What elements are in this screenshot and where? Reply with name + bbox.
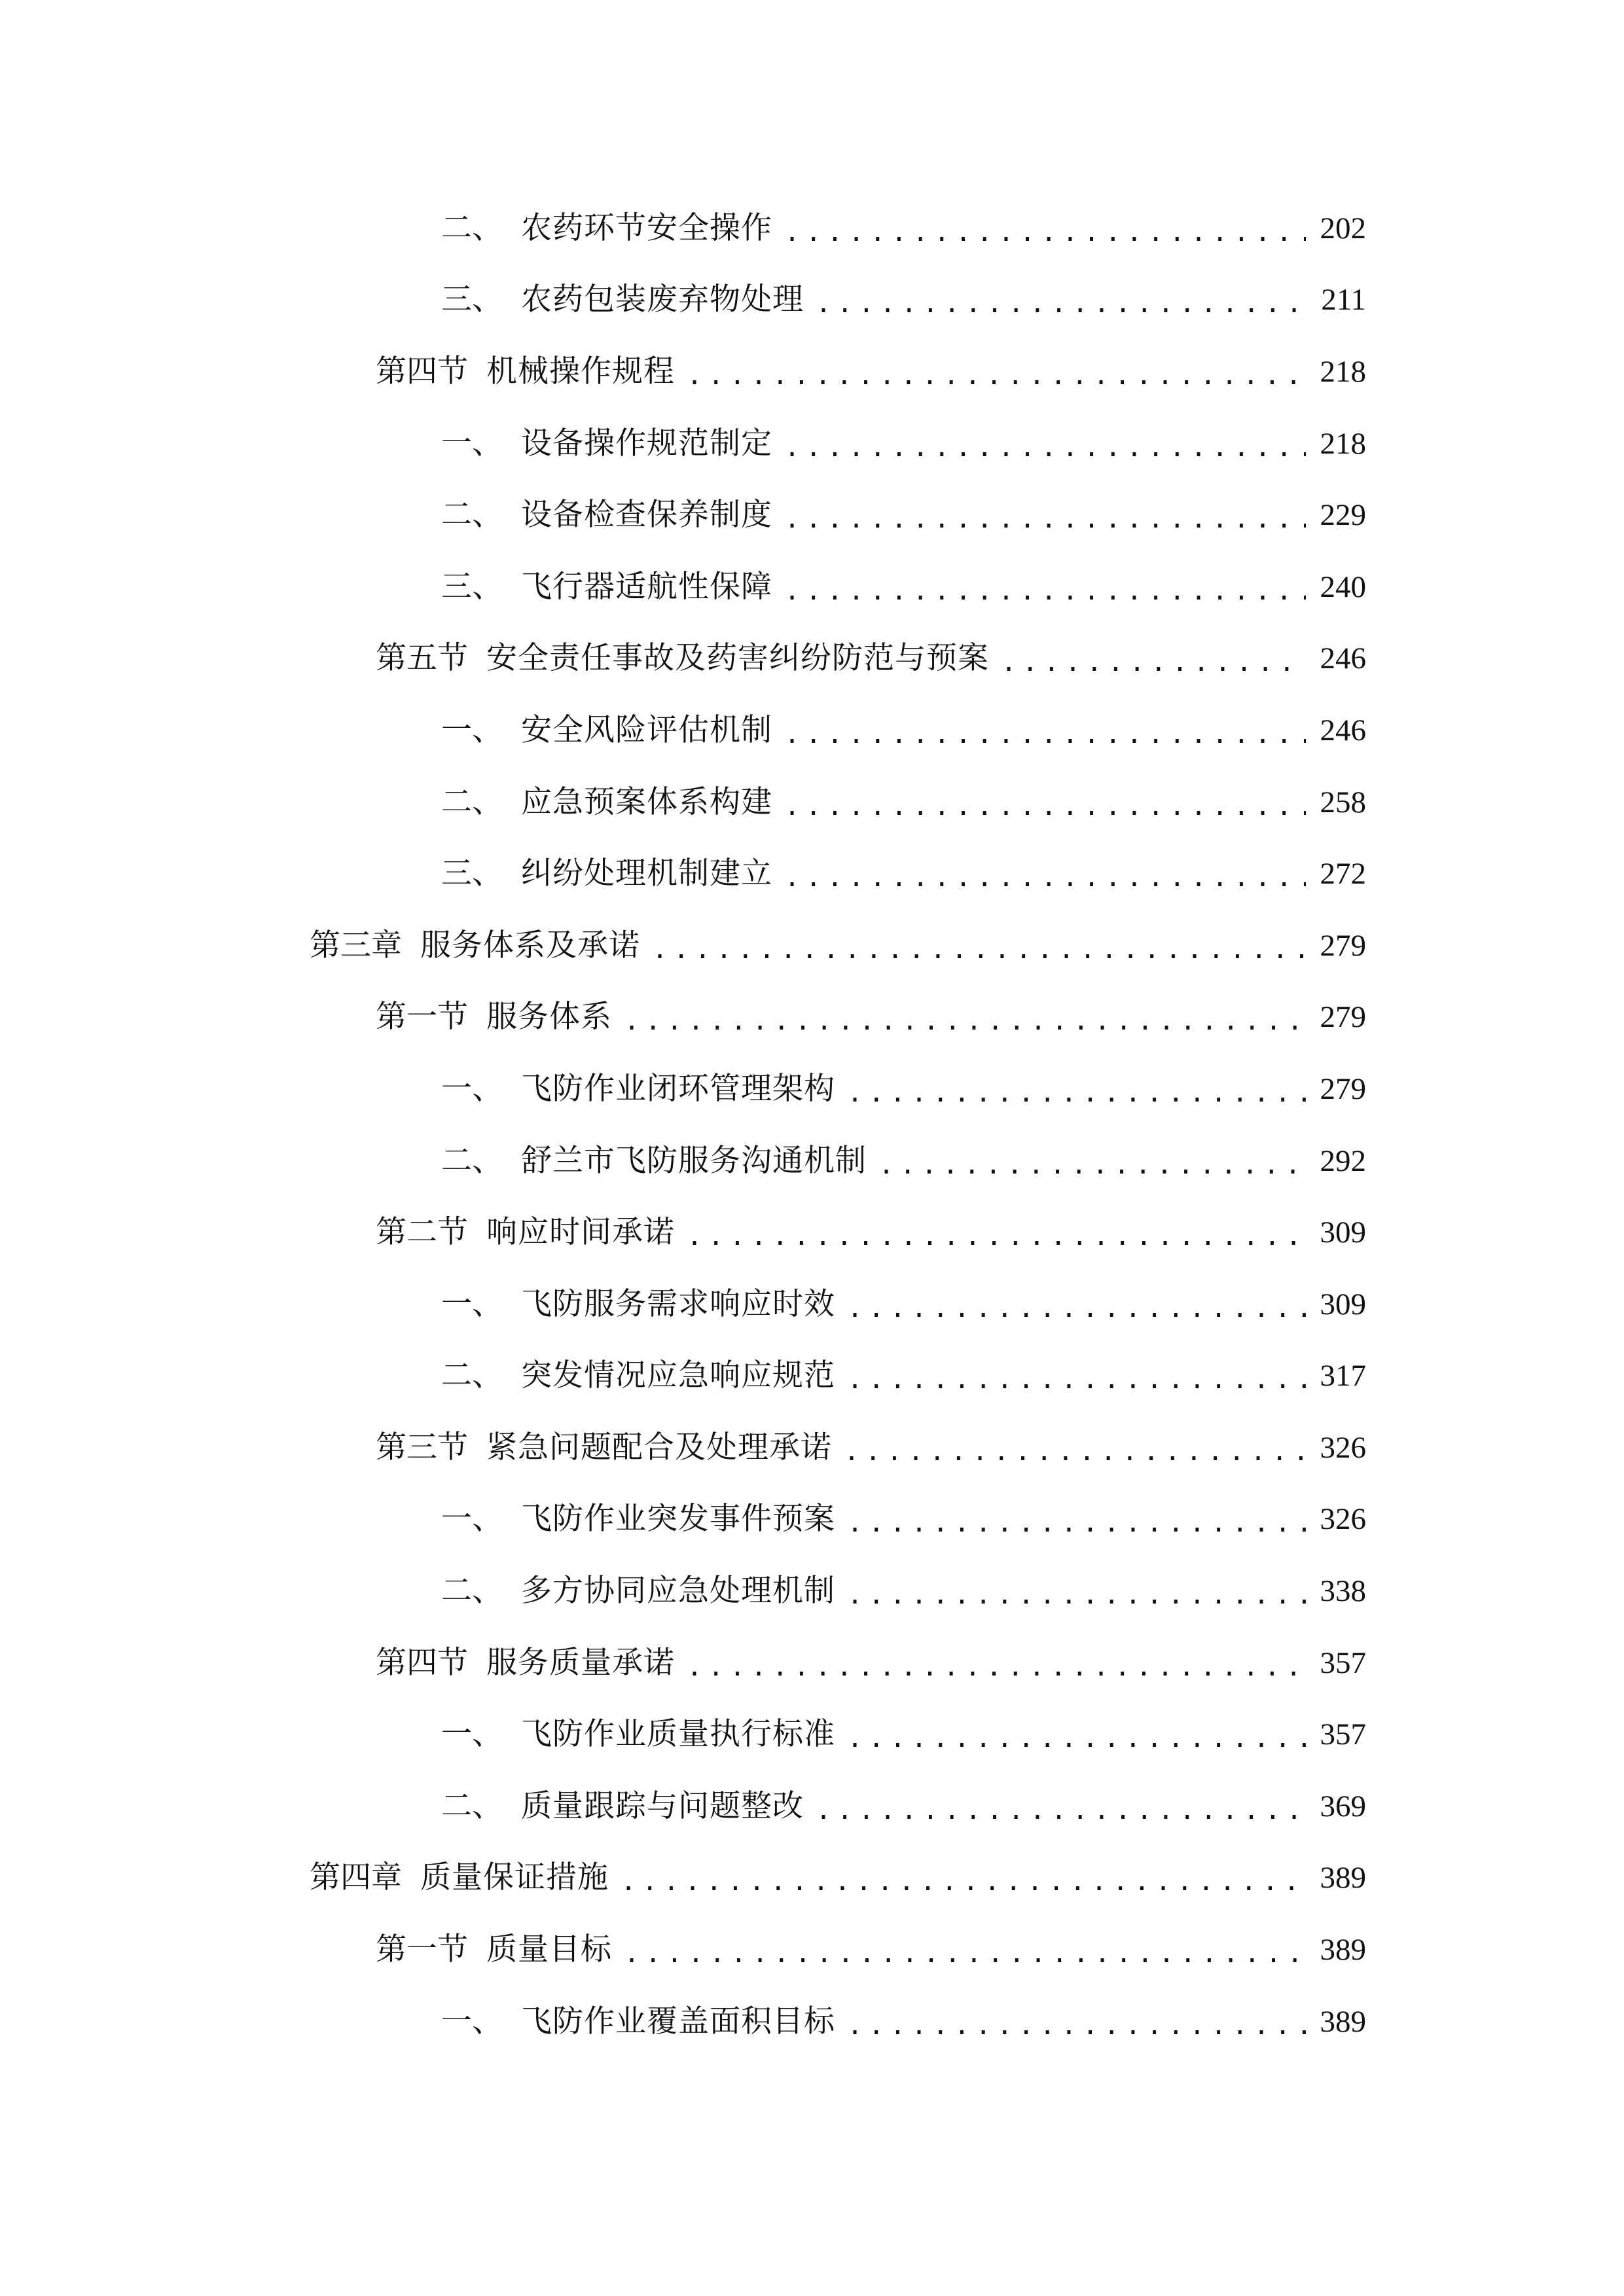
toc-entry-title: 飞防作业闭环管理架构 (521, 1070, 835, 1107)
toc-dot-leader (878, 1145, 1306, 1185)
toc-entry-number: 第三章 (310, 927, 402, 963)
toc-dot-leader (844, 1432, 1306, 1471)
toc-entry-page-number: 279 (1320, 1071, 1366, 1106)
toc-dot-leader (687, 356, 1306, 395)
toc-dot-leader (687, 1647, 1306, 1687)
toc-entry-section[interactable] (0, 1412, 1624, 1484)
toc-entry-item[interactable] (0, 1268, 1624, 1340)
toc-entry-number: 二、 (441, 497, 503, 533)
toc-dot-leader (784, 787, 1306, 826)
toc-entry-number: 一、 (441, 425, 503, 461)
toc-entry-section[interactable] (0, 1196, 1624, 1268)
toc-entry-section[interactable] (0, 336, 1624, 408)
toc-dot-leader (847, 1719, 1306, 1758)
toc-entry-number: 二、 (441, 209, 503, 246)
toc-entry-number: 二、 (441, 1787, 503, 1824)
toc-entry-item[interactable] (0, 192, 1624, 264)
toc-dot-leader (784, 428, 1306, 467)
toc-entry-page-number: 279 (1320, 1000, 1366, 1035)
toc-entry-number: 二、 (441, 1142, 503, 1179)
toc-entry-title: 响应时间承诺 (486, 1214, 675, 1251)
toc-entry-item[interactable] (0, 408, 1624, 480)
toc-entry-number: 三、 (441, 568, 503, 605)
toc-entry-page-number: 202 (1320, 211, 1366, 245)
toc-dot-leader (1001, 643, 1306, 682)
toc-entry-page-number: 218 (1320, 426, 1366, 461)
toc-entry-title: 应急预案体系构建 (521, 783, 772, 820)
toc-entry-title: 质量跟踪与问题整改 (521, 1787, 804, 1824)
toc-entry-page-number: 309 (1320, 1215, 1366, 1250)
toc-entry-title: 飞防作业覆盖面积目标 (521, 2003, 835, 2039)
toc-entry-title: 安全责任事故及药害纠纷防范与预案 (486, 640, 989, 677)
toc-entry-item[interactable] (0, 838, 1624, 910)
toc-entry-item[interactable] (0, 1340, 1624, 1412)
toc-dot-leader (687, 1217, 1306, 1256)
toc-entry-page-number: 218 (1320, 354, 1366, 389)
toc-dot-leader (847, 1503, 1306, 1543)
toc-entry-chapter[interactable] (0, 910, 1624, 982)
toc-entry-page-number: 240 (1320, 569, 1366, 604)
toc-entry-title: 质量保证措施 (420, 1859, 609, 1896)
toc-entry-number: 三、 (441, 855, 503, 892)
toc-entry-page-number: 389 (1320, 1933, 1366, 1967)
toc-dot-leader (847, 2006, 1306, 2045)
toc-entry-page-number: 357 (1320, 1645, 1366, 1680)
toc-entry-item[interactable] (0, 551, 1624, 623)
toc-dot-leader (847, 1575, 1306, 1615)
toc-entry-page-number: 272 (1320, 857, 1366, 891)
toc-entry-number: 二、 (441, 1573, 503, 1609)
toc-dot-leader (847, 1073, 1306, 1113)
toc-dot-leader (784, 499, 1306, 539)
toc-entry-number: 一、 (441, 1285, 503, 1322)
toc-entry-number: 第四章 (310, 1859, 402, 1896)
toc-entry-title: 设备检查保养制度 (521, 497, 772, 533)
toc-entry-item[interactable] (0, 766, 1624, 838)
toc-entry-page-number: 211 (1321, 283, 1366, 317)
toc-entry-title: 农药环节安全操作 (521, 209, 772, 246)
toc-entry-section[interactable] (0, 1627, 1624, 1699)
toc-dot-leader (784, 571, 1306, 611)
toc-dot-leader (816, 284, 1306, 323)
toc-entry-page-number: 357 (1320, 1717, 1366, 1752)
toc-entry-page-number: 229 (1320, 498, 1366, 533)
toc-entry-page-number: 369 (1320, 1789, 1366, 1823)
toc-entry-number: 二、 (441, 783, 503, 820)
toc-entry-item[interactable] (0, 1770, 1624, 1842)
toc-entry-number: 一、 (441, 1070, 503, 1107)
toc-entry-item[interactable] (0, 694, 1624, 766)
toc-entry-item[interactable] (0, 1125, 1624, 1197)
toc-entry-title: 纠纷处理机制建立 (521, 855, 772, 892)
toc-dot-leader (624, 1001, 1306, 1041)
toc-entry-page-number: 246 (1320, 641, 1366, 676)
toc-entry-item[interactable] (0, 264, 1624, 336)
toc-entry-title: 多方协同应急处理机制 (521, 1573, 835, 1609)
toc-entry-page-number: 317 (1320, 1359, 1366, 1393)
toc-dot-leader (816, 1791, 1306, 1830)
toc-entry-number: 二、 (441, 1357, 503, 1394)
toc-entry-number: 一、 (441, 1716, 503, 1753)
toc-dot-leader (784, 715, 1306, 754)
toc-entry-page-number: 309 (1320, 1287, 1366, 1321)
toc-entry-title: 舒兰市飞防服务沟通机制 (521, 1142, 867, 1179)
toc-entry-number: 第四节 (376, 353, 468, 389)
toc-entry-page-number: 326 (1320, 1502, 1366, 1537)
toc-dot-leader (652, 930, 1306, 969)
table-of-contents (0, 192, 1624, 2057)
toc-entry-page-number: 338 (1320, 1574, 1366, 1609)
toc-dot-leader (784, 213, 1306, 252)
toc-entry-title: 飞行器适航性保障 (521, 568, 772, 605)
toc-entry-title: 突发情况应急响应规范 (521, 1357, 835, 1394)
toc-entry-number: 第一节 (376, 1931, 468, 1968)
toc-dot-leader (847, 1360, 1306, 1399)
toc-entry-title: 服务体系及承诺 (420, 927, 640, 963)
toc-entry-title: 飞防作业质量执行标准 (521, 1716, 835, 1753)
toc-entry-item[interactable] (0, 1484, 1624, 1556)
toc-entry-number: 一、 (441, 2003, 503, 2039)
toc-entry-section[interactable] (0, 623, 1624, 695)
toc-entry-title: 质量目标 (486, 1931, 612, 1968)
toc-entry-item[interactable] (0, 1053, 1624, 1125)
toc-entry-number: 第一节 (376, 999, 468, 1035)
toc-dot-leader (847, 1289, 1306, 1328)
toc-entry-number: 第二节 (376, 1214, 468, 1251)
toc-entry-number: 三、 (441, 281, 503, 318)
toc-entry-page-number: 389 (1320, 1861, 1366, 1895)
toc-dot-leader (624, 1934, 1306, 1973)
toc-entry-item[interactable] (0, 1698, 1624, 1770)
toc-entry-item[interactable] (0, 1986, 1624, 2058)
toc-entry-title: 机械操作规程 (486, 353, 675, 389)
toc-entry-section[interactable] (0, 1914, 1624, 1986)
toc-entry-page-number: 258 (1320, 785, 1366, 819)
toc-entry-title: 紧急问题配合及处理承诺 (486, 1429, 832, 1465)
toc-entry-title: 安全风险评估机制 (521, 711, 772, 748)
toc-entry-number: 一、 (441, 711, 503, 748)
toc-entry-title: 服务质量承诺 (486, 1644, 675, 1681)
toc-entry-title: 飞防作业突发事件预案 (521, 1501, 835, 1537)
toc-entry-title: 农药包装废弃物处理 (521, 281, 804, 318)
toc-entry-page-number: 389 (1320, 2004, 1366, 2039)
toc-entry-page-number: 279 (1320, 928, 1366, 963)
toc-entry-number: 第三节 (376, 1429, 468, 1465)
toc-entry-number: 第四节 (376, 1644, 468, 1681)
toc-entry-number: 一、 (441, 1501, 503, 1537)
toc-entry-page-number: 292 (1320, 1143, 1366, 1178)
toc-entry-title: 飞防服务需求响应时效 (521, 1285, 835, 1322)
toc-dot-leader (621, 1862, 1306, 1901)
toc-entry-page-number: 246 (1320, 713, 1366, 747)
toc-entry-page-number: 326 (1320, 1430, 1366, 1465)
toc-entry-number: 第五节 (376, 640, 468, 677)
toc-entry-title: 设备操作规范制定 (521, 425, 772, 461)
toc-entry-section[interactable] (0, 982, 1624, 1054)
toc-entry-title: 服务体系 (486, 999, 612, 1035)
toc-entry-item[interactable] (0, 1555, 1624, 1627)
toc-entry-item[interactable] (0, 479, 1624, 551)
toc-entry-chapter[interactable] (0, 1842, 1624, 1914)
toc-dot-leader (784, 858, 1306, 897)
